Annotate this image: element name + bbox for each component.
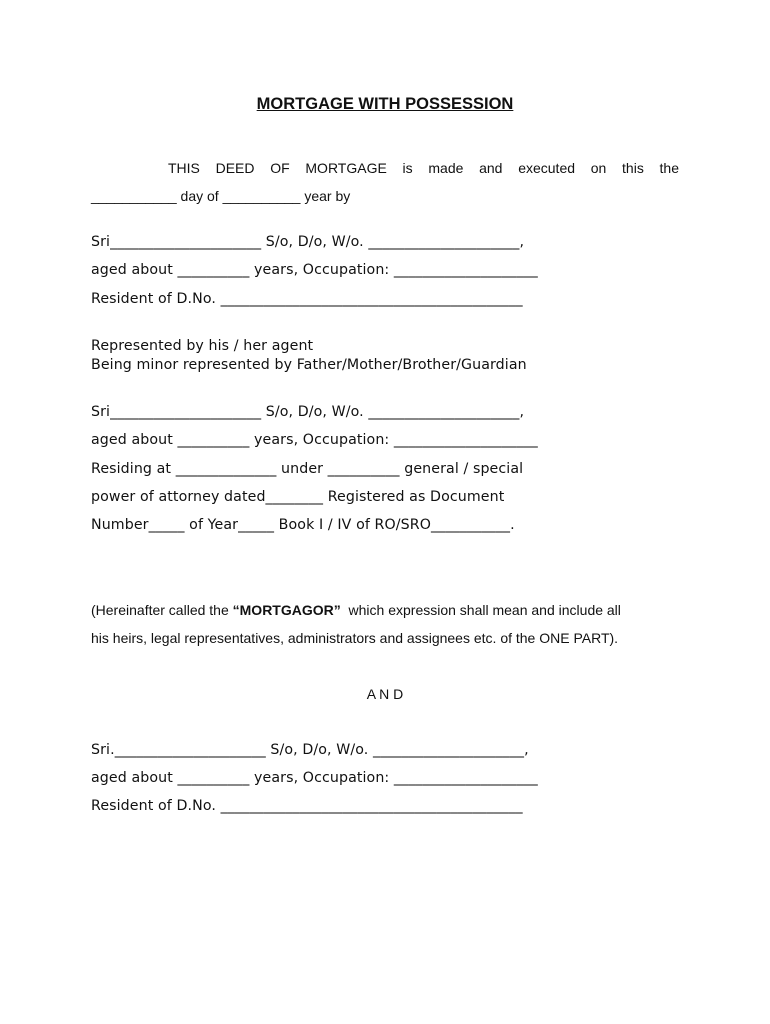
intro-line-2: ___________ day of __________ year by (91, 188, 351, 204)
party2-residing-line: Residing at ______________ under __________ general / special (91, 461, 524, 477)
mortgagor-clause-post: which expression shall mean and include all (340, 602, 621, 618)
mortgagor-term: “MORTGAGOR” (232, 602, 341, 618)
and-separator: A N D (366, 686, 404, 702)
party1-name-line: Sri_____________________ S/o, D/o, W/o. _____________________, (91, 234, 525, 250)
party1-age-line: aged about __________ years, Occupation: ____________________ (91, 262, 538, 278)
intro-line-1: THIS DEED OF MORTGAGE is made and executed on this the (168, 160, 679, 176)
agent-line-2: Being minor represented by Father/Mother/Brother/Guardian (91, 357, 527, 373)
mortgagor-clause-pre: (Hereinafter called the (91, 602, 233, 618)
agent-line-1: Represented by his / her agent (91, 338, 314, 354)
party3-name-line: Sri._____________________ S/o, D/o, W/o. _____________________, (91, 742, 529, 758)
party2-poa-line: power of attorney dated________ Registered as Document (91, 489, 505, 505)
party1-residence-line: Resident of D.No. __________________________________________ (91, 291, 523, 307)
party2-name-line: Sri_____________________ S/o, D/o, W/o. _____________________, (91, 404, 525, 420)
document-title: MORTGAGE WITH POSSESSION (256, 95, 514, 113)
mortgagor-clause-line-2: his heirs, legal representatives, administrators and assignees etc. of the ONE PART). (91, 630, 619, 646)
party3-age-line: aged about __________ years, Occupation: ____________________ (91, 770, 538, 786)
party2-document-line: Number_____ of Year_____ Book I / IV of RO/SRO___________. (91, 517, 515, 533)
mortgagor-clause-line-1 (91, 602, 621, 618)
party2-age-line: aged about __________ years, Occupation: ____________________ (91, 432, 538, 448)
party3-residence-line: Resident of D.No. __________________________________________ (91, 798, 523, 814)
